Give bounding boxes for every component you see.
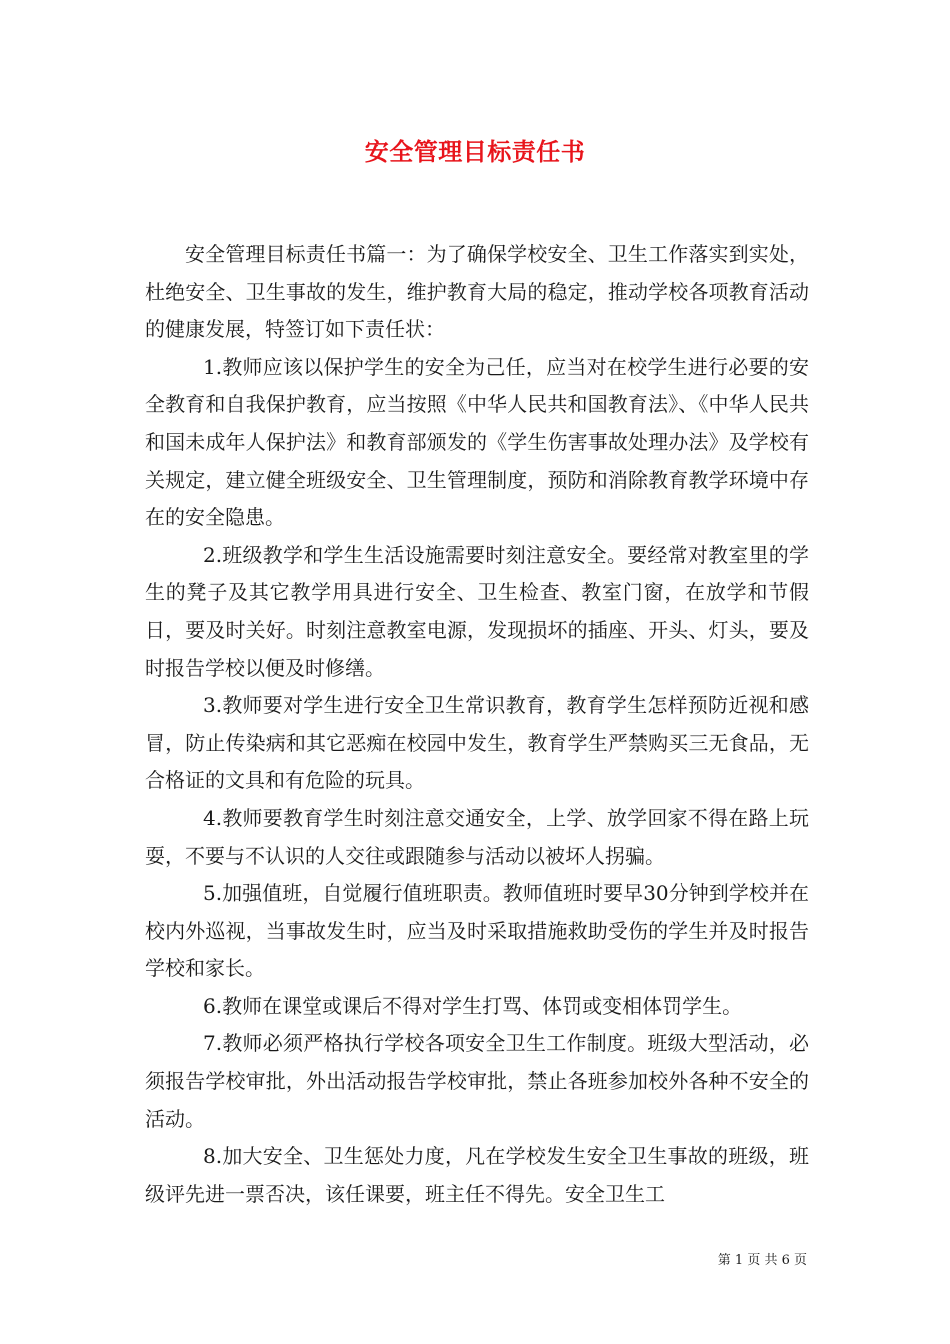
item-paragraph-1: 1.教师应该以保护学生的安全为己任，应当对在校学生进行必要的安全教育和自我保护教育，应当按照《中华人民共和国教育法》、《中华人民共和国未成年人保护法》和教育部颁发的《学生伤害事故处理办法》及学校有关规定，建立健全班级安全、卫生管理制度，预防和消除教育教学环境中存在的安全隐患。 [145, 354, 809, 530]
item-paragraph-5: 5.加强值班，自觉履行值班职责。教师值班时要早30分钟到学校并在校内外巡视，当事故发生时，应当及时采取措施救助受伤的学生并及时报告学校和家长。 [145, 881, 809, 981]
item-paragraph-4: 4.教师要教育学生时刻注意交通安全，上学、放学回家不得在路上玩耍，不要与不认识的人交往或跟随参与活动以被坏人拐骗。 [145, 805, 809, 868]
item-paragraph-7: 7.教师必须严格执行学校各项安全卫生工作制度。班级大型活动，必须报告学校审批，外出活动报告学校审批，禁止各班参加校外各种不安全的活动。 [145, 1031, 809, 1131]
item-paragraph-3: 3.教师要对学生进行安全卫生常识教育，教育学生怎样预防近视和感冒，防止传染病和其它恶痴在校园中发生，教育学生严禁购买三无食品，无合格证的文具和有危险的玩具。 [145, 693, 809, 793]
intro-paragraph: 安全管理目标责任书篇一：为了确保学校安全、卫生工作落实到实处，杜绝安全、卫生事故的发生，维护教育大局的稳定，推动学校各项教育活动的健康发展，特签订如下责任状： [145, 242, 809, 342]
page-number: 第 1 页 共 6 页 [717, 1253, 807, 1268]
item-paragraph-2: 2.班级教学和学生生活设施需要时刻注意安全。要经常对教室里的学生的凳子及其它教学用具进行安全、卫生检查、教室门窗，在放学和节假日，要及时关好。时刻注意教室电源，发现损坏的插座、开头、灯头，要及时报告学校以便及时修缮。 [145, 542, 809, 680]
document-title: 安全管理目标责任书 [364, 137, 586, 166]
item-paragraph-8: 8.加大安全、卫生惩处力度，凡在学校发生安全卫生事故的班级，班级评先进一票否决，该任课要，班主任不得先。安全卫生工 [145, 1144, 809, 1206]
document-body [145, 236, 809, 1213]
item-paragraph-6: 6.教师在课堂或课后不得对学生打骂、体罚或变相体罚学生。 [203, 993, 743, 1018]
